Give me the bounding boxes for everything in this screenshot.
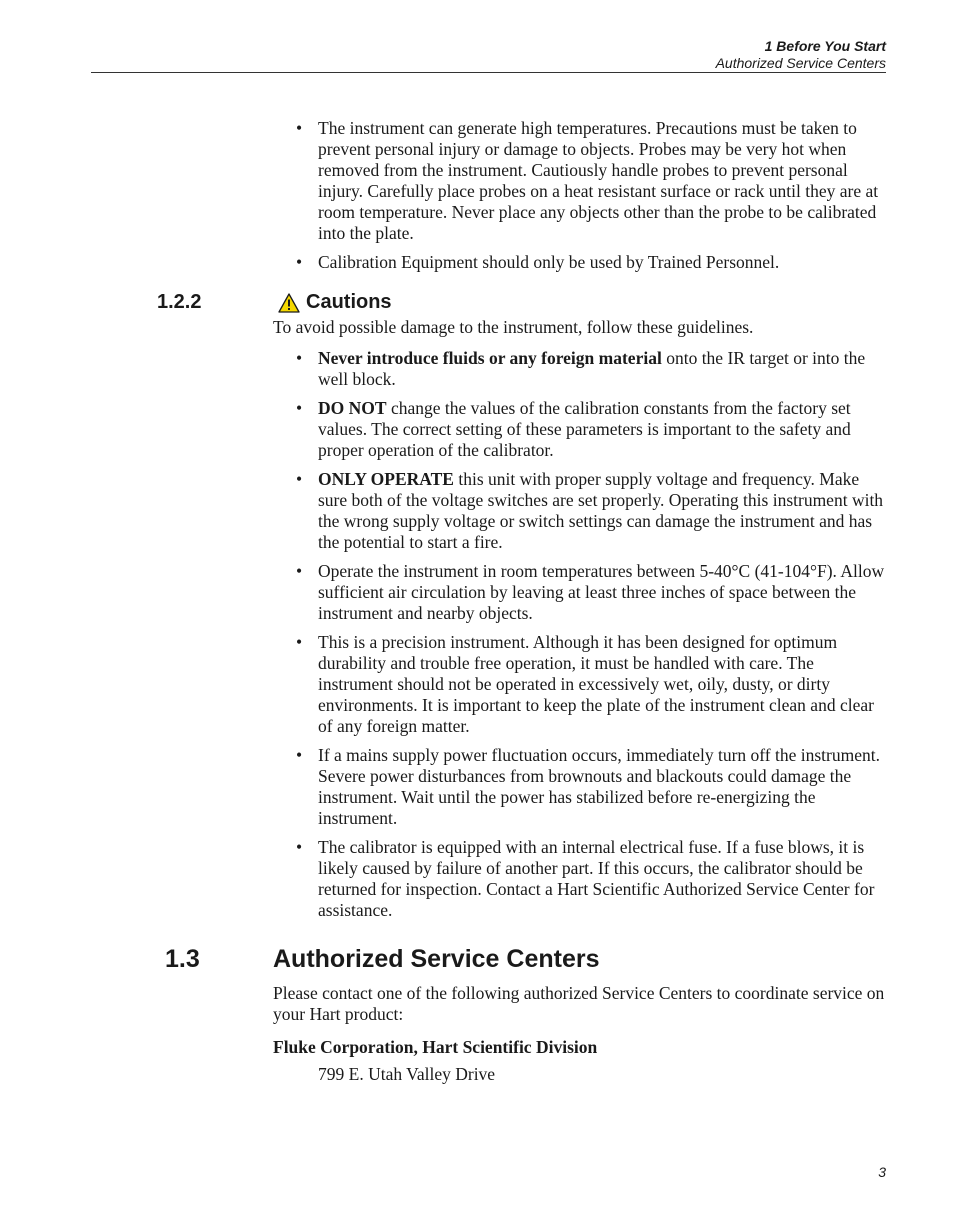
cautions-list	[273, 348, 885, 921]
section-heading-cautions	[0, 287, 954, 317]
header-section: Authorized Service Centers	[715, 55, 886, 71]
list-item: • Calibration Equipment should only be used by Trained Personnel.	[273, 252, 885, 273]
running-header	[716, 38, 886, 72]
cautions-body	[273, 317, 885, 921]
list-item: • The instrument can generate high temperatures. Precautions must be taken to prevent personal injury or damage to objects. Probes may be very hot when removed from the instrument. Cautiously handle probes to prevent personal injury. Carefully place probes on a heat resistant surface or rack until they are at room temperature. Never place any objects other than the probe to be calibrated into the plate.	[273, 118, 885, 244]
list-item: • Never introduce fluids or any foreign material onto the IR target or into the well block.	[273, 348, 885, 390]
list-item: • DO NOT change the values of the calibration constants from the factory set values. The correct setting of these parameters is important to the safety and proper operation of the calibrator.	[273, 398, 885, 461]
section-number: 1.2.2	[157, 291, 202, 313]
list-item: • ONLY OPERATE this unit with proper supply voltage and frequency. Make sure both of the voltage switches are set properly. Operating this instrument with the wrong supply voltage or switch settings can damage the instrument and has the potential to start a fire.	[273, 469, 885, 553]
section-heading-service-centers	[0, 941, 954, 983]
company-name: Fluke Corporation, Hart Scientific Division	[273, 1037, 598, 1057]
warning-triangle-icon	[278, 293, 300, 313]
page-number: 3	[878, 1164, 886, 1180]
list-item: • This is a precision instrument. Although it has been designed for optimum durability and trouble free operation, it must be handled with care. The instrument should not be operated in excessively wet, oily, dusty, or dirty environments. It is important to keep the plate of the instrument clean and clear of any foreign matter.	[273, 632, 885, 737]
cautions-intro: To avoid possible damage to the instrument, follow these guidelines.	[273, 317, 754, 337]
list-item: • The calibrator is equipped with an internal electrical fuse. If a fuse blows, it is likely caused by failure of another part. If this occurs, the calibrator should be returned for inspection. Contact a Hart Scientific Authorized Service Center for assistance.	[273, 837, 885, 921]
header-rule	[91, 72, 886, 73]
section-title: Authorized Service Centers	[273, 945, 600, 973]
list-item: • If a mains supply power fluctuation occurs, immediately turn off the instrument. Severe power disturbances from brownouts and blackouts could damage the instrument. Wait until the power has stabilized before re-energizing the instrument.	[273, 745, 885, 829]
page-content	[0, 118, 954, 1085]
header-chapter: 1 Before You Start	[764, 38, 886, 54]
intro-bullet-list	[273, 118, 885, 273]
intro-bullets-block	[273, 118, 885, 273]
list-item: • Operate the instrument in room temperatures between 5-40°C (41-104°F). Allow sufficient air circulation by leaving at least three inches of space between the instrument and nearby objects.	[273, 561, 885, 624]
section-number: 1.3	[165, 945, 200, 973]
section-title: Cautions	[306, 291, 392, 313]
company-address: 799 E. Utah Valley Drive	[318, 1064, 496, 1084]
service-body	[273, 983, 885, 1085]
service-intro: Please contact one of the following authorized Service Centers to coordinate service on your Hart product:	[273, 983, 885, 1024]
